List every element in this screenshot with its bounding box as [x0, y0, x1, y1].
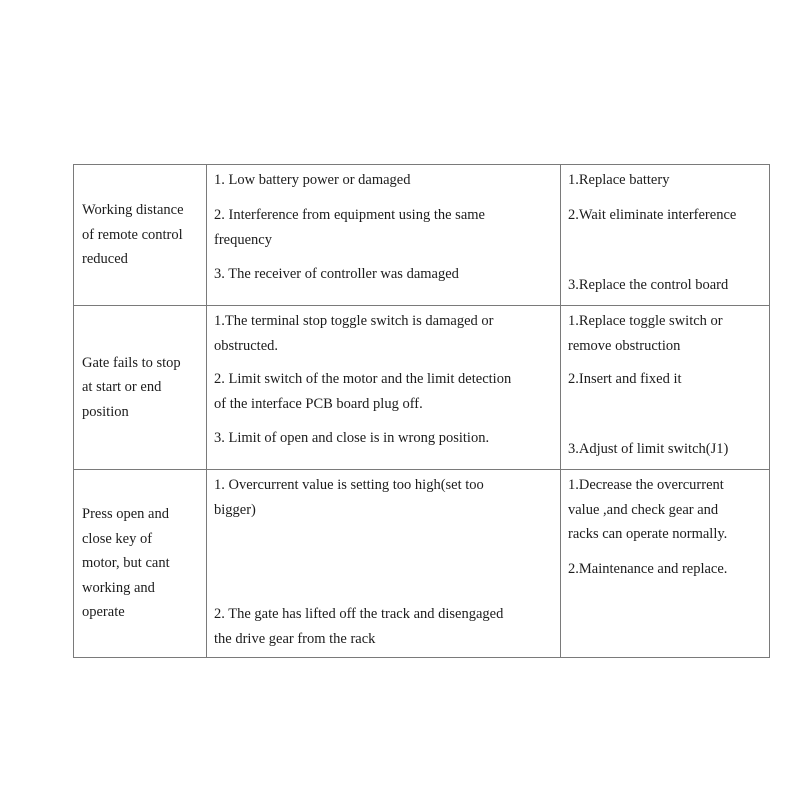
remedy-item: 3.Adjust of limit switch(J1)	[568, 441, 729, 457]
remedy-cell	[561, 165, 770, 306]
symptom-text: Working distance of remote control reduced	[82, 202, 184, 268]
cause-item: 1.The terminal stop toggle switch is damaged or obstructed.	[214, 313, 494, 354]
remedy-item: 1.Replace toggle switch or remove obstruction	[568, 313, 723, 354]
symptom-text: Gate fails to stop at start or end position	[82, 354, 181, 420]
symptom-cell	[74, 470, 207, 658]
cause-item: 2. Limit switch of the motor and the limit detection of the interface PCB board plug off.	[214, 371, 512, 412]
remedy-item: 1.Replace battery	[568, 172, 670, 188]
symptom-cell	[74, 306, 207, 470]
cause-item: 2. The gate has lifted off the track and disengaged the drive gear from the rack	[214, 606, 504, 647]
table-row	[74, 470, 770, 658]
remedy-cell	[561, 470, 770, 658]
remedy-item: 2.Maintenance and replace.	[568, 561, 728, 577]
cause-cell	[207, 470, 561, 658]
cause-cell	[207, 165, 561, 306]
remedy-item: 2.Wait eliminate interference	[568, 207, 737, 223]
cause-item: 1. Low battery power or damaged	[214, 172, 411, 188]
table-row	[74, 306, 770, 470]
table-row	[74, 165, 770, 306]
cause-item: 3. Limit of open and close is in wrong position.	[214, 430, 490, 446]
cause-item: 2. Interference from equipment using the same frequency	[214, 207, 485, 248]
troubleshooting-table	[73, 164, 770, 658]
cause-cell	[207, 306, 561, 470]
remedy-item: 2.Insert and fixed it	[568, 371, 682, 387]
remedy-item: 3.Replace the control board	[568, 277, 729, 293]
cause-item: 3. The receiver of controller was damaged	[214, 266, 459, 282]
symptom-cell	[74, 165, 207, 306]
symptom-text: Press open and close key of motor, but cant working and operate	[82, 506, 170, 621]
remedy-item: 1.Decrease the overcurrent value ,and check gear and racks can operate normally.	[568, 477, 728, 542]
cause-item: 1. Overcurrent value is setting too high(set too bigger)	[214, 477, 484, 518]
remedy-cell	[561, 306, 770, 470]
